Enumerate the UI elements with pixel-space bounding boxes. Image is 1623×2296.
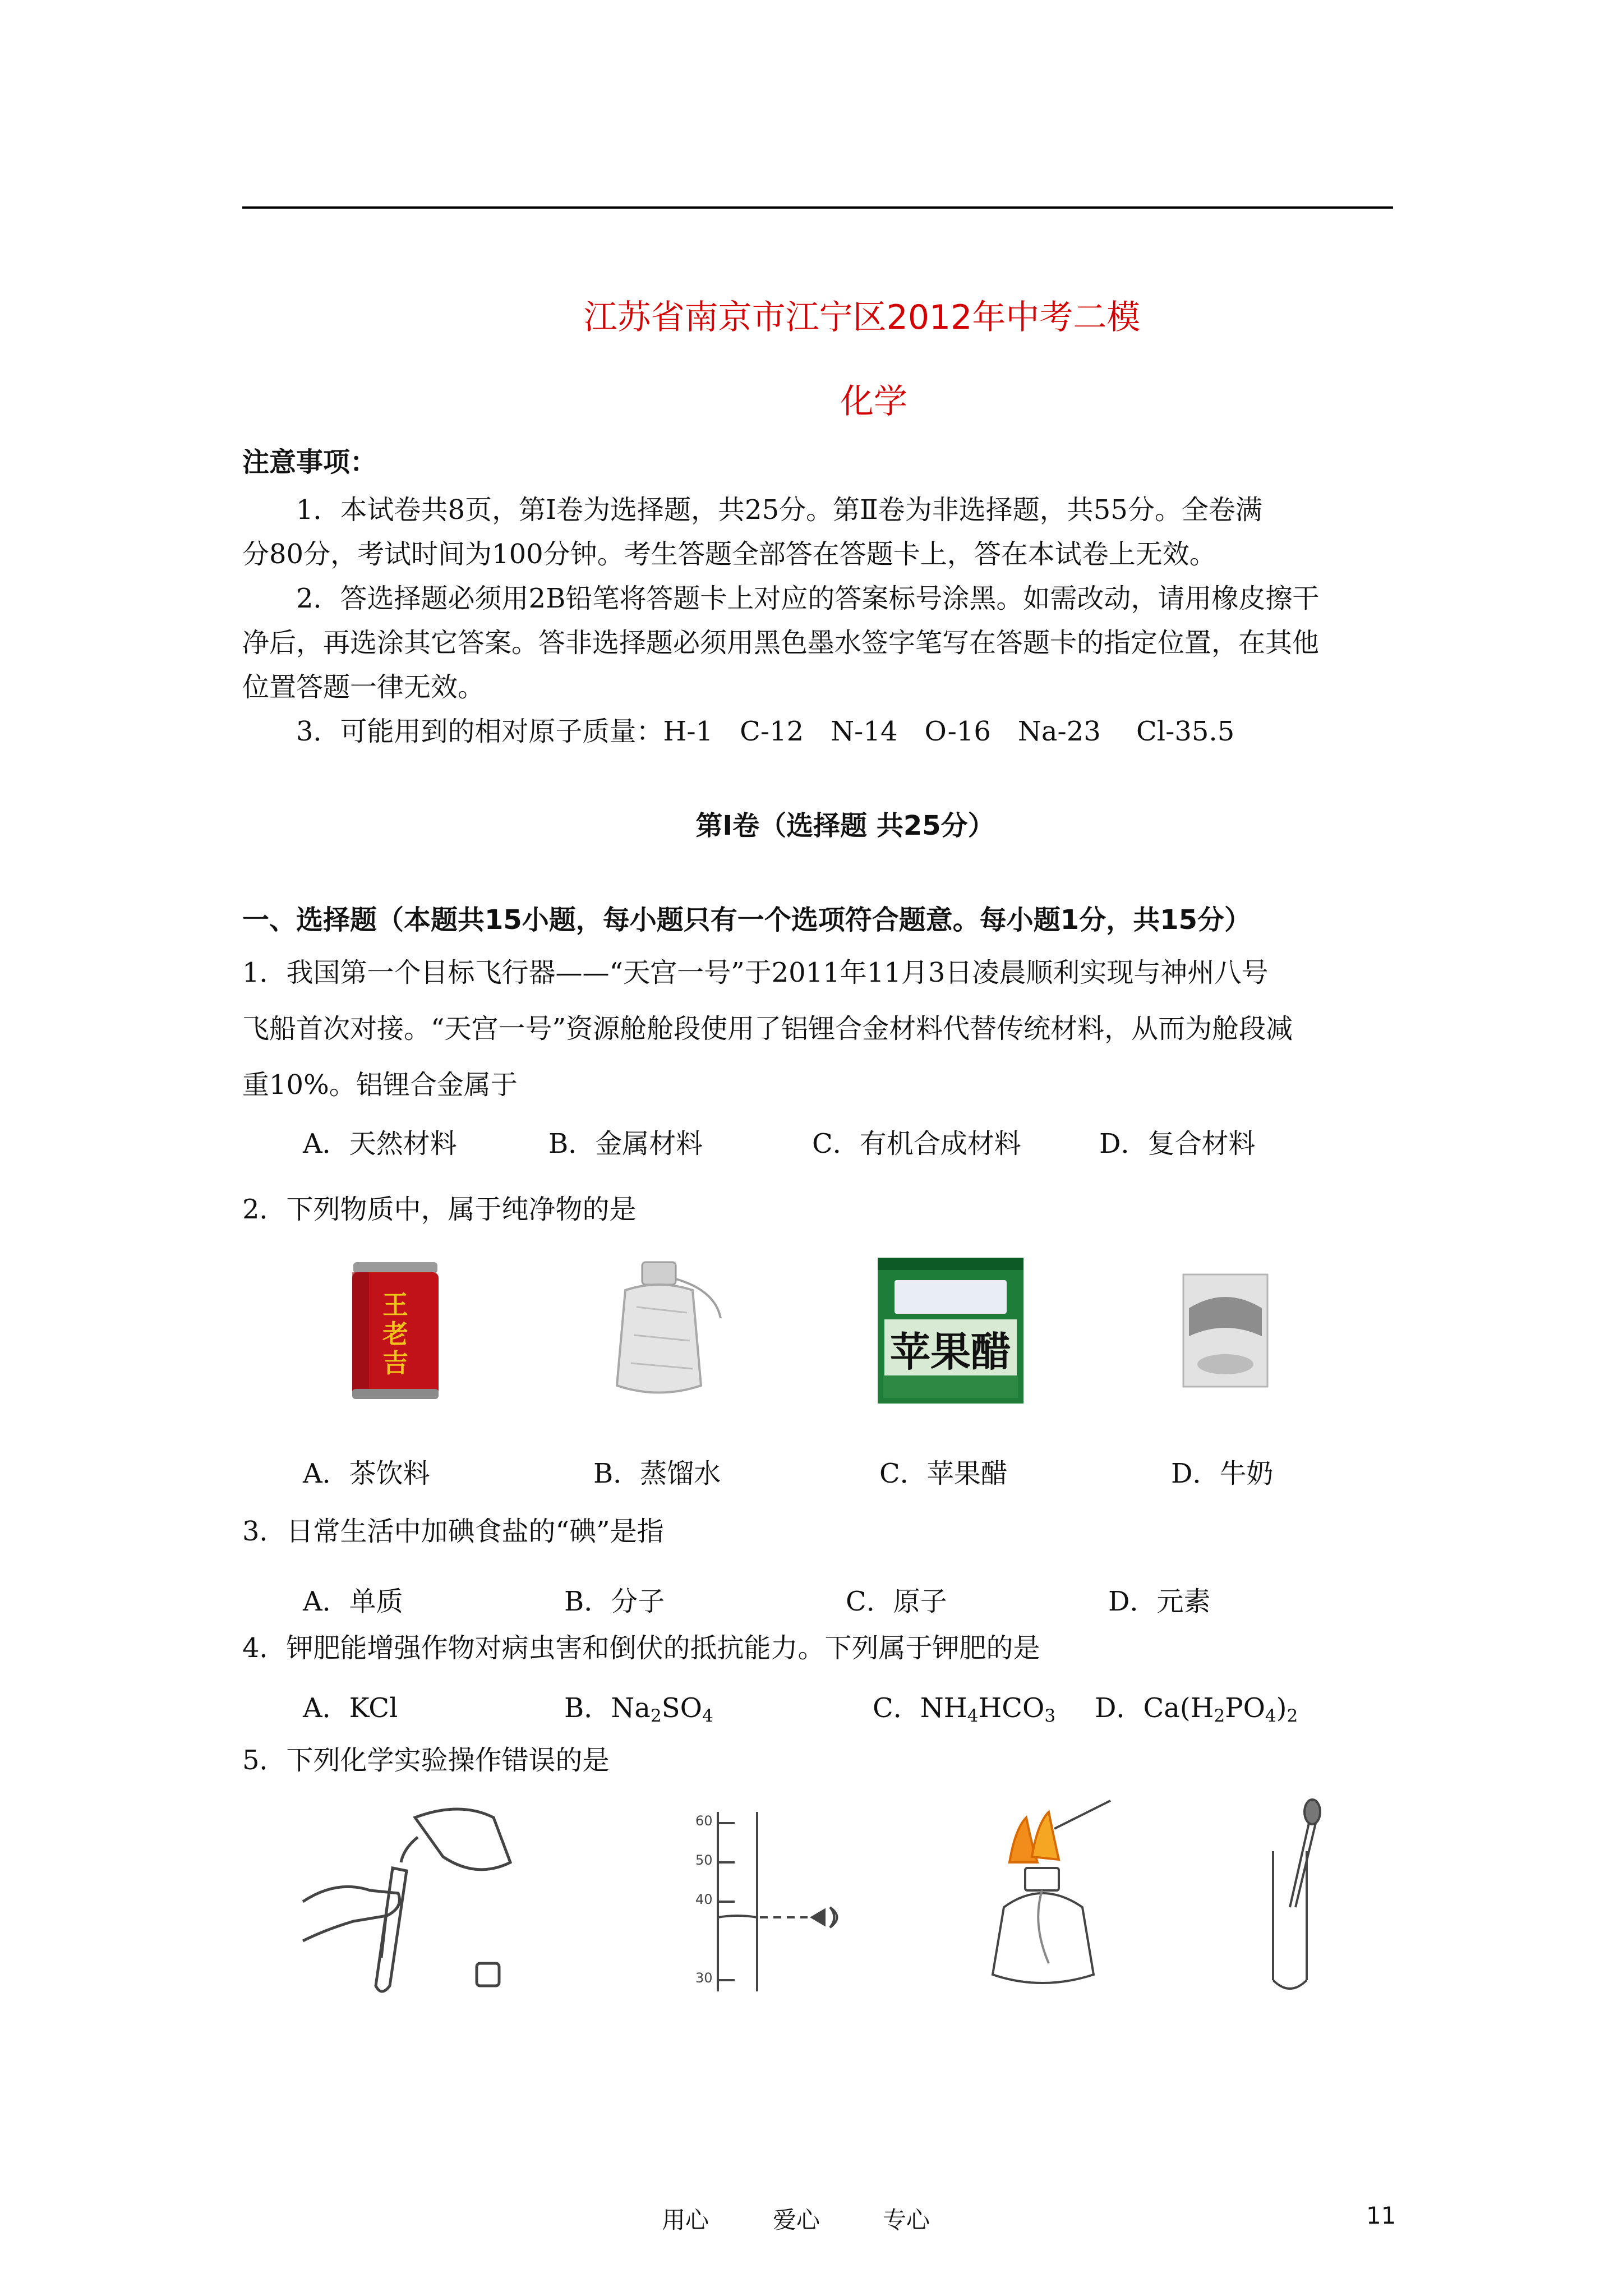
subject-title: 化学 — [840, 382, 907, 421]
q4-stem: 4．钾肥能增强作物对病虫害和倒伏的抵抗能力。下列属于钾肥的是 — [242, 1632, 1040, 1664]
notice-heading: 注意事项： — [242, 447, 377, 478]
q1-line-3: 重10%。铝锂合金属于 — [242, 1069, 518, 1101]
pouring-liquid-image — [292, 1795, 527, 2003]
q3-option-a: A．单质 — [303, 1586, 403, 1617]
q4-option-a: A．KCl — [303, 1692, 398, 1724]
page-number: 11 — [1366, 2202, 1396, 2229]
q3-option-c: C．原子 — [846, 1586, 947, 1617]
apple-vinegar-box-image — [878, 1258, 1023, 1404]
notice-line-5: 位置答题一律无效。 — [242, 671, 485, 703]
can-label: 王老吉 — [382, 1290, 408, 1378]
part1-title: 第Ⅰ卷（选择题 共25分） — [695, 810, 995, 841]
q1-option-c: C．有机合成材料 — [812, 1128, 1021, 1159]
q1-line-1: 1．我国第一个目标飞行器——“天宫一号”于2011年11月3日凌晨顺利实现与神州八号 — [242, 957, 1269, 988]
notice-line-4: 净后，再选涂其它答案。答非选择题必须用黑色墨水签字笔写在答题卡的指定位置，在其他 — [242, 627, 1320, 659]
header-rule — [242, 206, 1393, 209]
q2-option-a: A．茶饮料 — [303, 1458, 430, 1489]
cylinder-tick-50: 50 — [695, 1852, 713, 1868]
q2-option-c: C．苹果醋 — [879, 1458, 1008, 1489]
document-title: 江苏省南京市江宁区2012年中考二模 — [583, 298, 1141, 337]
footer-motto-3: 专心 — [883, 2206, 930, 2234]
cylinder-tick-40: 40 — [695, 1892, 713, 1907]
q1-option-b: B．金属材料 — [548, 1128, 703, 1159]
footer-motto-1: 用心 — [662, 2206, 709, 2234]
q2-option-d: D．牛奶 — [1171, 1458, 1274, 1489]
q3-option-d: D．元素 — [1108, 1586, 1211, 1617]
q1-option-a: A．天然材料 — [303, 1128, 457, 1159]
notice-line-1: 1．本试卷共8页，第Ⅰ卷为选择题，共25分。第Ⅱ卷为非选择题，共55分。全卷满 — [296, 494, 1262, 526]
q4-option-c: C．$NH_4HCO_3$ — [873, 1692, 1056, 1726]
q2-option-b: B．蒸馏水 — [593, 1458, 721, 1489]
section1-title: 一、选择题（本题共15小题，每小题只有一个选项符合题意。每小题1分，共15分） — [242, 904, 1251, 936]
q1-option-d: D．复合材料 — [1099, 1128, 1256, 1159]
cylinder-tick-60: 60 — [695, 1813, 713, 1829]
q4-option-b: B．$Na_2SO_4$ — [564, 1692, 713, 1726]
q1-line-2: 飞船首次对接。“天宫一号”资源舱舱段使用了铝锂合金材料代替传统材料，从而为舱段减 — [242, 1013, 1293, 1045]
notice-line-6: 3．可能用到的相对原子质量：H-1 C-12 N-14 O-16 Na-23 Cl-35.5 — [296, 716, 1235, 747]
distilled-water-bottle-image — [603, 1257, 737, 1402]
q3-stem: 3．日常生活中加碘食盐的“碘”是指 — [242, 1516, 664, 1547]
box-label: 苹果醋 — [884, 1319, 1017, 1378]
dropper-test-tube-image — [1251, 1795, 1346, 2003]
footer-motto-2: 爱心 — [773, 2206, 820, 2234]
q5-stem: 5．下列化学实验操作错误的是 — [242, 1745, 610, 1776]
notice-line-3: 2．答选择题必须用2B铅笔将答题卡上对应的答案标号涂黑。如需改动，请用橡皮擦干 — [296, 583, 1320, 614]
graduated-cylinder-image — [656, 1806, 858, 2003]
q3-option-b: B．分子 — [564, 1586, 665, 1617]
q2-stem: 2．下列物质中，属于纯净物的是 — [242, 1194, 637, 1225]
cylinder-tick-30: 30 — [695, 1970, 713, 1986]
alcohol-lamp-image — [970, 1795, 1127, 2003]
tea-can-image — [348, 1257, 443, 1402]
notice-line-2: 分80分，考试时间为100分钟。考生答题全部答在答题卡上，答在本试卷上无效。 — [242, 539, 1216, 570]
milk-box-image — [1178, 1269, 1273, 1392]
q4-option-d: D．$Ca(H_2PO_4)_2$ — [1095, 1692, 1298, 1726]
